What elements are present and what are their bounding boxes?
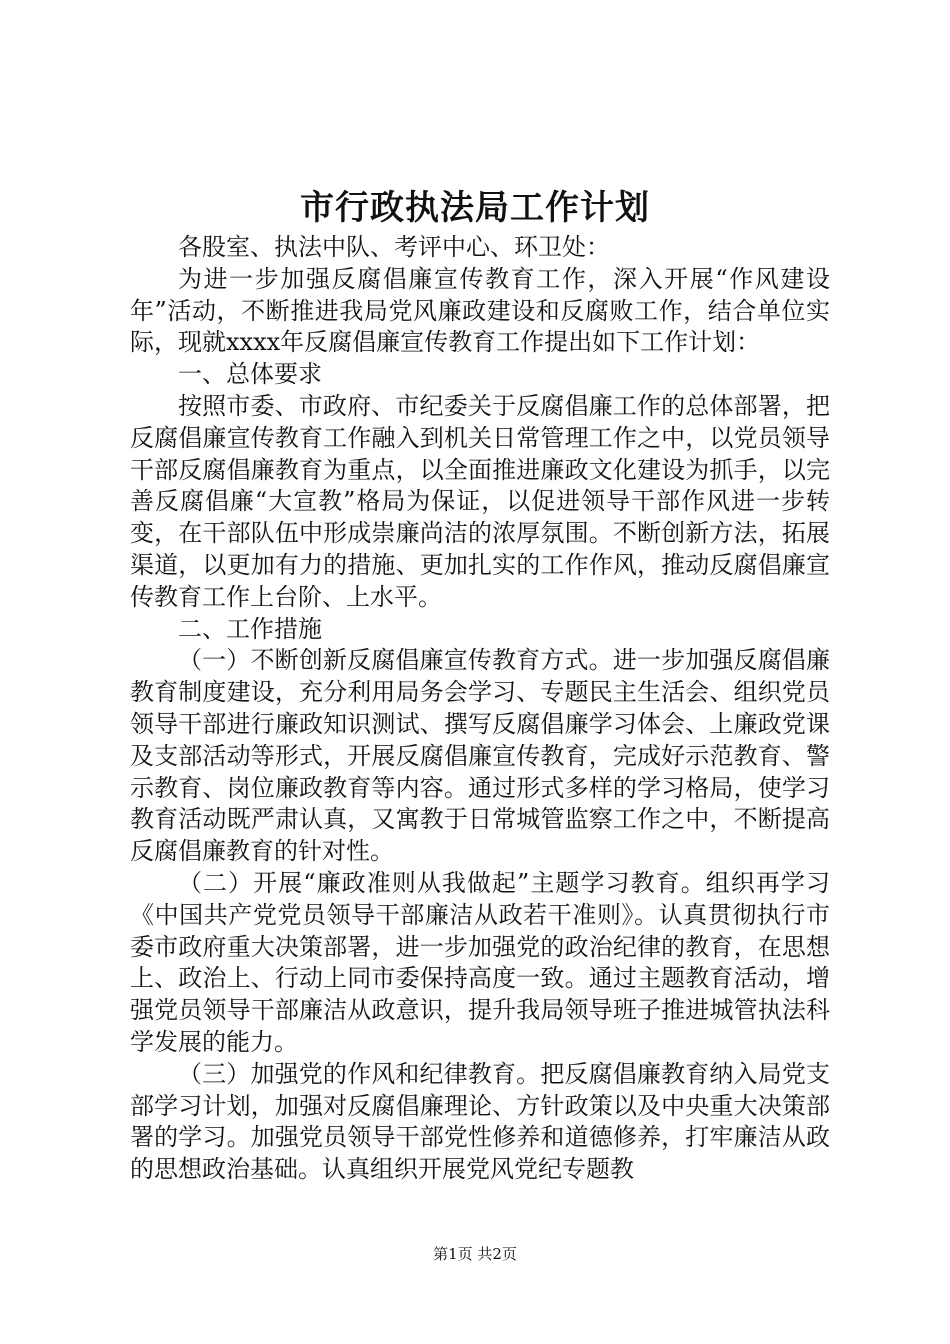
- page-number-footer: 第1页 共2页: [433, 1245, 517, 1263]
- measure-3-paragraph: （三）加强党的作风和纪律教育。把反腐倡廉教育纳入局党支部学习计划，加强对反腐倡廉理论、方针政策以及中央重大决策部署的学习。加强党员领导干部党性修养和道德修养，打牢廉洁从政的思想政治基础。认真组织开展党风党纪专题教: [130, 1059, 830, 1184]
- general-requirements-paragraph: 按照市委、市政府、市纪委关于反腐倡廉工作的总体部署，把反腐倡廉宣传教育工作融入到机关日常管理工作之中，以党员领导干部反腐倡廉教育为重点，以全面推进廉政文化建设为抓手，以完善反腐倡廉“大宣教”格局为保证，以促进领导干部作风进一步转变，在干部队伍中形成崇廉尚洁的浓厚氛围。不断创新方法，拓展渠道，以更加有力的措施、更加扎实的工作作风，推动反腐倡廉宣传教育工作上台阶、上水平。: [130, 391, 830, 611]
- measure-2-paragraph: （二）开展“廉政准则从我做起”主题学习教育。组织再学习《中国共产党党员领导干部廉洁从政若干准则》。认真贯彻执行市委市政府重大决策部署，进一步加强党的政治纪律的教育，在思想上、政治上、行动上同市委保持高度一致。通过主题教育活动，增强党员领导干部廉洁从政意识，提升我局领导班子推进城管执法科学发展的能力。: [130, 868, 830, 1056]
- section-heading-general: 一、总体要求: [178, 360, 322, 389]
- measure-1-paragraph: （一）不断创新反腐倡廉宣传教育方式。进一步加强反腐倡廉教育制度建设，充分利用局务会学习、专题民主生活会、组织党员领导干部进行廉政知识测试、撰写反腐倡廉学习体会、上廉政党课及支部活动等形式，开展反腐倡廉宣传教育，完成好示范教育、警示教育、岗位廉政教育等内容。通过形式多样的学习格局，使学习教育活动既严肃认真，又寓教于日常城管监察工作之中，不断提高反腐倡廉教育的针对性。: [130, 646, 830, 866]
- salutation-paragraph: 各股室、执法中队、考评中心、环卫处：: [178, 233, 610, 261]
- document-body: [130, 232, 830, 1186]
- document-title: 市行政执法局工作计划: [300, 188, 650, 228]
- section-heading-measures: 二、工作措施: [178, 614, 322, 643]
- intro-paragraph: 为进一步加强反腐倡廉宣传教育工作，深入开展“作风建设年”活动，不断推进我局党风廉政建设和反腐败工作，结合单位实际，现就xxxx年反腐倡廉宣传教育工作提出如下工作计划：: [130, 264, 830, 357]
